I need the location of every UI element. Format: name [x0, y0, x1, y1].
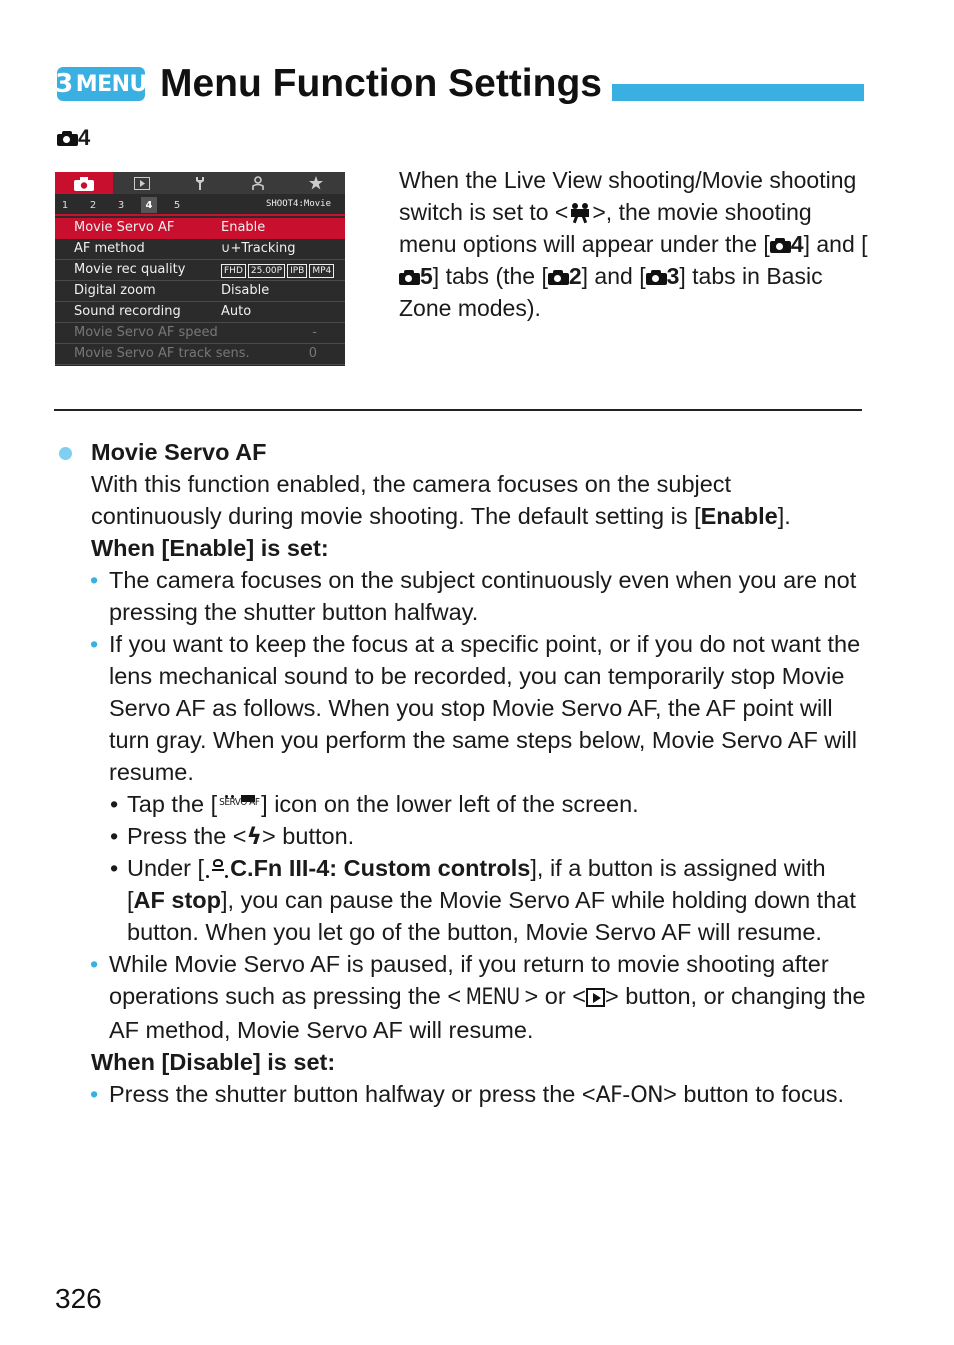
playback-icon — [586, 988, 605, 1007]
menu-row-movie-servo-af: Movie Servo AF Enable — [55, 218, 345, 239]
tab-heading-number: 4 — [78, 125, 91, 150]
camera-icon — [770, 238, 791, 253]
menu-row-digital-zoom: Digital zoom Disable — [55, 281, 345, 302]
sub-list-item: • Press the <ϟ> button. — [110, 822, 355, 850]
menu-button-icon: MENU — [465, 985, 520, 1010]
playback-icon — [113, 172, 171, 194]
flash-icon: ϟ — [246, 822, 263, 850]
camera-icon — [399, 270, 420, 285]
tab-heading — [57, 125, 90, 151]
wrench-icon — [171, 172, 229, 194]
movie-quality-icons: FHD 25.00P IPB MP4 — [221, 264, 336, 278]
sub-tab-4: 4 — [141, 197, 157, 213]
enable-heading: When [Enable] is set: — [91, 535, 329, 561]
intro-paragraph: When the Live View shooting/Movie shooting switch is set to < >, the movie shooting menu options will appear under the [ 4] and [ 5] tabs (the [ 2] and [ 3] tabs in Basic Zone modes). — [399, 167, 868, 321]
camera-icon — [55, 172, 113, 194]
sub-list-item: • Tap the [ SERVO AF ] icon on the lower left of the screen. — [110, 791, 639, 817]
menu-row-af-method: AF method ∪+Tracking — [55, 239, 345, 260]
sub-tab-3: 3 — [117, 199, 125, 211]
list-item: • The camera focuses on the subject continuously even when you are not pressing the shutter button halfway. — [90, 567, 857, 625]
badge-number: 3 — [55, 69, 73, 99]
list-item: • If you want to keep the focus at a specific point, or if you do not want the lens mechanical sound to be recorded, you can temporarily stop Movie Servo AF as follows. When you stop Movie Servo AF, the AF point will turn gray. When you perform the same steps below, Movie Servo AF will resume. — [90, 631, 861, 785]
af-on-button-icon: AF-ON — [595, 1083, 664, 1108]
page-number: 326 — [55, 1283, 102, 1314]
menu-row-servo-af-track-sens: Movie Servo AF track sens. 0 — [55, 344, 345, 365]
list-item: • Press the shutter button halfway or press the <AF-ON> button to focus. — [90, 1081, 845, 1108]
menu-row-movie-rec-quality: Movie rec quality FHD 25.00P IPB MP4 — [55, 260, 345, 281]
camera-icon — [57, 131, 78, 146]
section-intro: With this function enabled, the camera focuses on the subject continuously during movie shooting. The default setting is [Enable]. — [91, 471, 791, 529]
body-text — [57, 436, 867, 1112]
movie-shooting-icon — [568, 201, 592, 223]
page-title: Menu Function Settings — [160, 62, 602, 105]
camera-sub-tabs — [55, 194, 345, 216]
disable-heading: When [Disable] is set: — [91, 1049, 336, 1075]
menu-page-name: SHOOT4:Movie — [265, 199, 331, 209]
menu-badge — [57, 67, 145, 101]
camera-menu-screenshot — [55, 172, 345, 366]
list-item: • While Movie Servo AF is paused, if you return to movie shooting after operations such as pressing the < MENU > or < > button, or changing the AF method, Movie Servo AF will resume. — [90, 951, 866, 1043]
title-accent-bar — [612, 84, 864, 101]
movie-servo-af-icon: SERVO AF — [219, 797, 260, 808]
star-icon — [287, 172, 345, 194]
sub-tab-1: 1 — [61, 199, 69, 211]
sub-tab-2: 2 — [89, 199, 97, 211]
camera-icon — [548, 270, 569, 285]
custom-icon — [229, 172, 287, 194]
menu-row-sound-recording: Sound recording Auto — [55, 302, 345, 323]
camera-icon — [646, 270, 667, 285]
section-heading: Movie Servo AF — [57, 436, 867, 468]
menu-row-servo-af-speed: Movie Servo AF speed - — [55, 323, 345, 344]
camera-menu-tabs — [55, 172, 345, 194]
custom-functions-icon — [204, 857, 230, 879]
section-bullet-icon — [59, 447, 72, 460]
badge-text: MENU — [75, 71, 147, 97]
section-divider — [54, 409, 862, 411]
sub-list-item: • Under [ C.Fn III-4: Custom controls], if a button is assigned with [AF stop], you can pause the Movie Servo AF while holding down that button. When you let go of the button, Movie Servo AF will resume. — [110, 855, 856, 945]
sub-tab-5: 5 — [173, 199, 181, 211]
